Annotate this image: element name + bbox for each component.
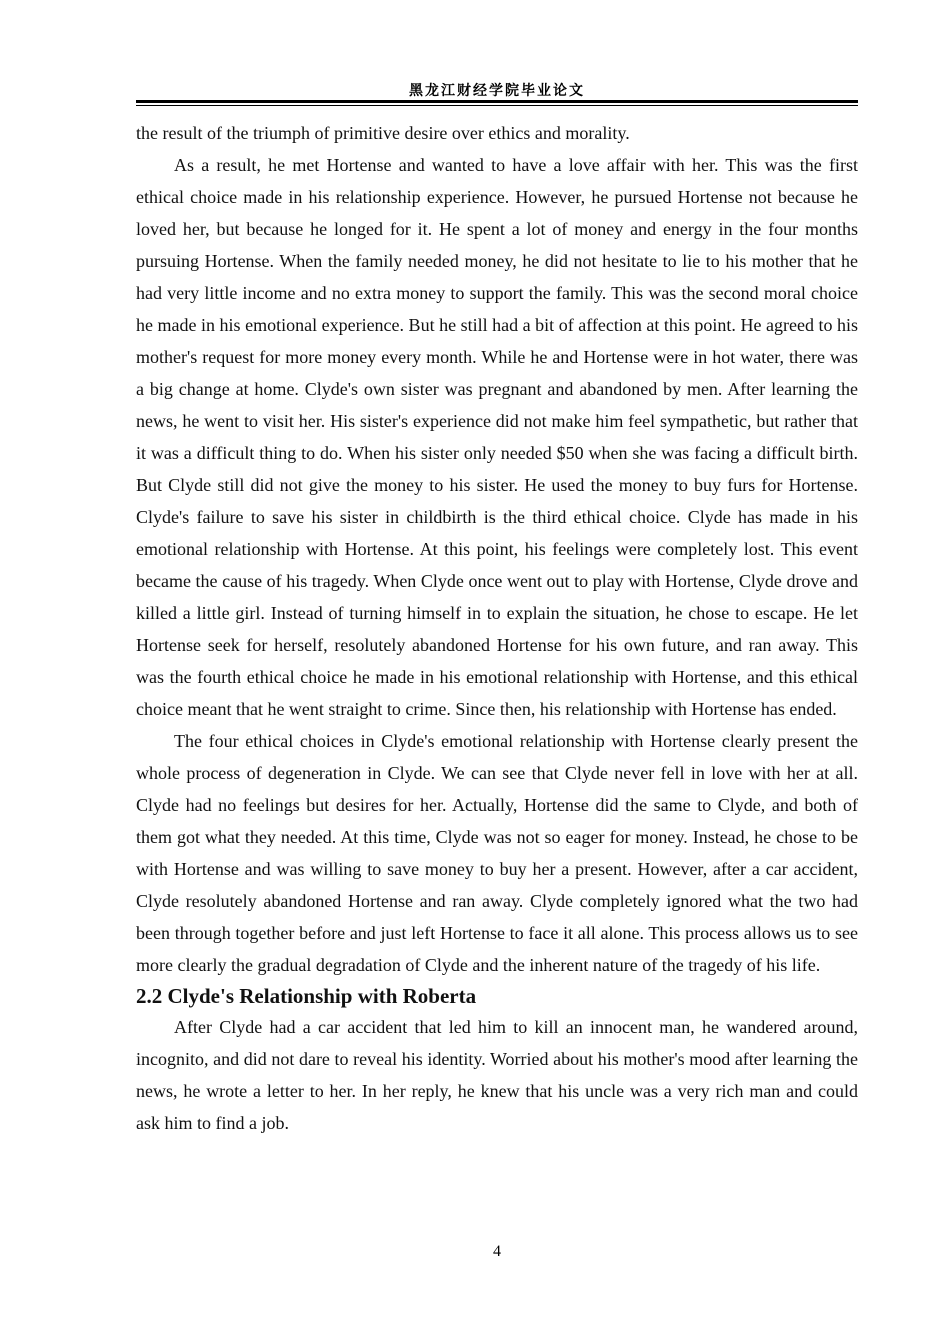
paragraph: After Clyde had a car accident that led him to kill an innocent man, he wandered around, incognito, and did not dare to reveal his identity. Worried about his mother's mood after learning the news, he wrote a letter to her. In her reply, he knew that his uncle was a very rich man and could ask him to find a job. xyxy=(136,1017,858,1133)
running-header: 黑龙江财经学院毕业论文 xyxy=(409,83,585,99)
paragraph-continued: the result of the triumph of primitive desire over ethics and morality. xyxy=(136,123,630,143)
header-rule-thin xyxy=(136,105,858,106)
paragraph: As a result, he met Hortense and wanted to have a love affair with her. This was the first ethical choice made in his relationship experience. However, he pursued Hortense not because he loved her, but because he longed for it. He spent a lot of money and energy in the four months pursuing Hortense. When the family needed money, he did not hesitate to lie to his mother that he had very little income and no extra money to support the family. This was the second moral choice he made in his emotional experience. But he still had a bit of affection at this point. He agreed to his mother's request for more money every month. While he and Hortense were in hot water, there was a big change at home. Clyde's own sister was pregnant and abandoned by men. After learning the news, he went to visit her. His sister's experience did not make him feel sympathetic, but rather that it was a difficult thing to do. When his sister only needed $50 when she was facing a difficult birth. But Clyde still did not give the money to his sister. He used the money to buy furs for Hortense. Clyde's failure to save his sister in childbirth is the third ethical choice. Clyde has made in his emotional relationship with Hortense. At this point, his feelings were completely lost. This event became the cause of his tragedy. When Clyde once went out to play with Hortense, Clyde drove and killed a little girl. Instead of turning himself in to explain the situation, he chose to escape. He let Hortense seek for herself, resolutely abandoned Hortense for his own future, and ran away. This was the fourth ethical choice he made in his emotional relationship with Hortense, and this ethical choice meant that he went straight to crime. Since then, his relationship with Hortense has ended. xyxy=(136,155,858,719)
body-text xyxy=(136,117,858,1139)
paragraph: The four ethical choices in Clyde's emotional relationship with Hortense clearly present the whole process of degeneration in Clyde. We can see that Clyde never fell in love with her at all. Clyde had no feelings but desires for her. Actually, Hortense did the same to Clyde, and both of them got what they needed. At this time, Clyde was not so eager for money. Instead, he chose to be with Hortense and was willing to save money to buy her a present. However, after a car accident, Clyde resolutely abandoned Hortense and ran away. Clyde completely ignored what the two had been through together before and just left Hortense to face it all alone. This process allows us to see more clearly the gradual degradation of Clyde and the inherent nature of the tragedy of his life. xyxy=(136,731,858,975)
header-rule-thick xyxy=(136,100,858,103)
page-number: 4 xyxy=(493,1243,501,1260)
section-heading: 2.2 Clyde's Relationship with Roberta xyxy=(136,984,477,1008)
